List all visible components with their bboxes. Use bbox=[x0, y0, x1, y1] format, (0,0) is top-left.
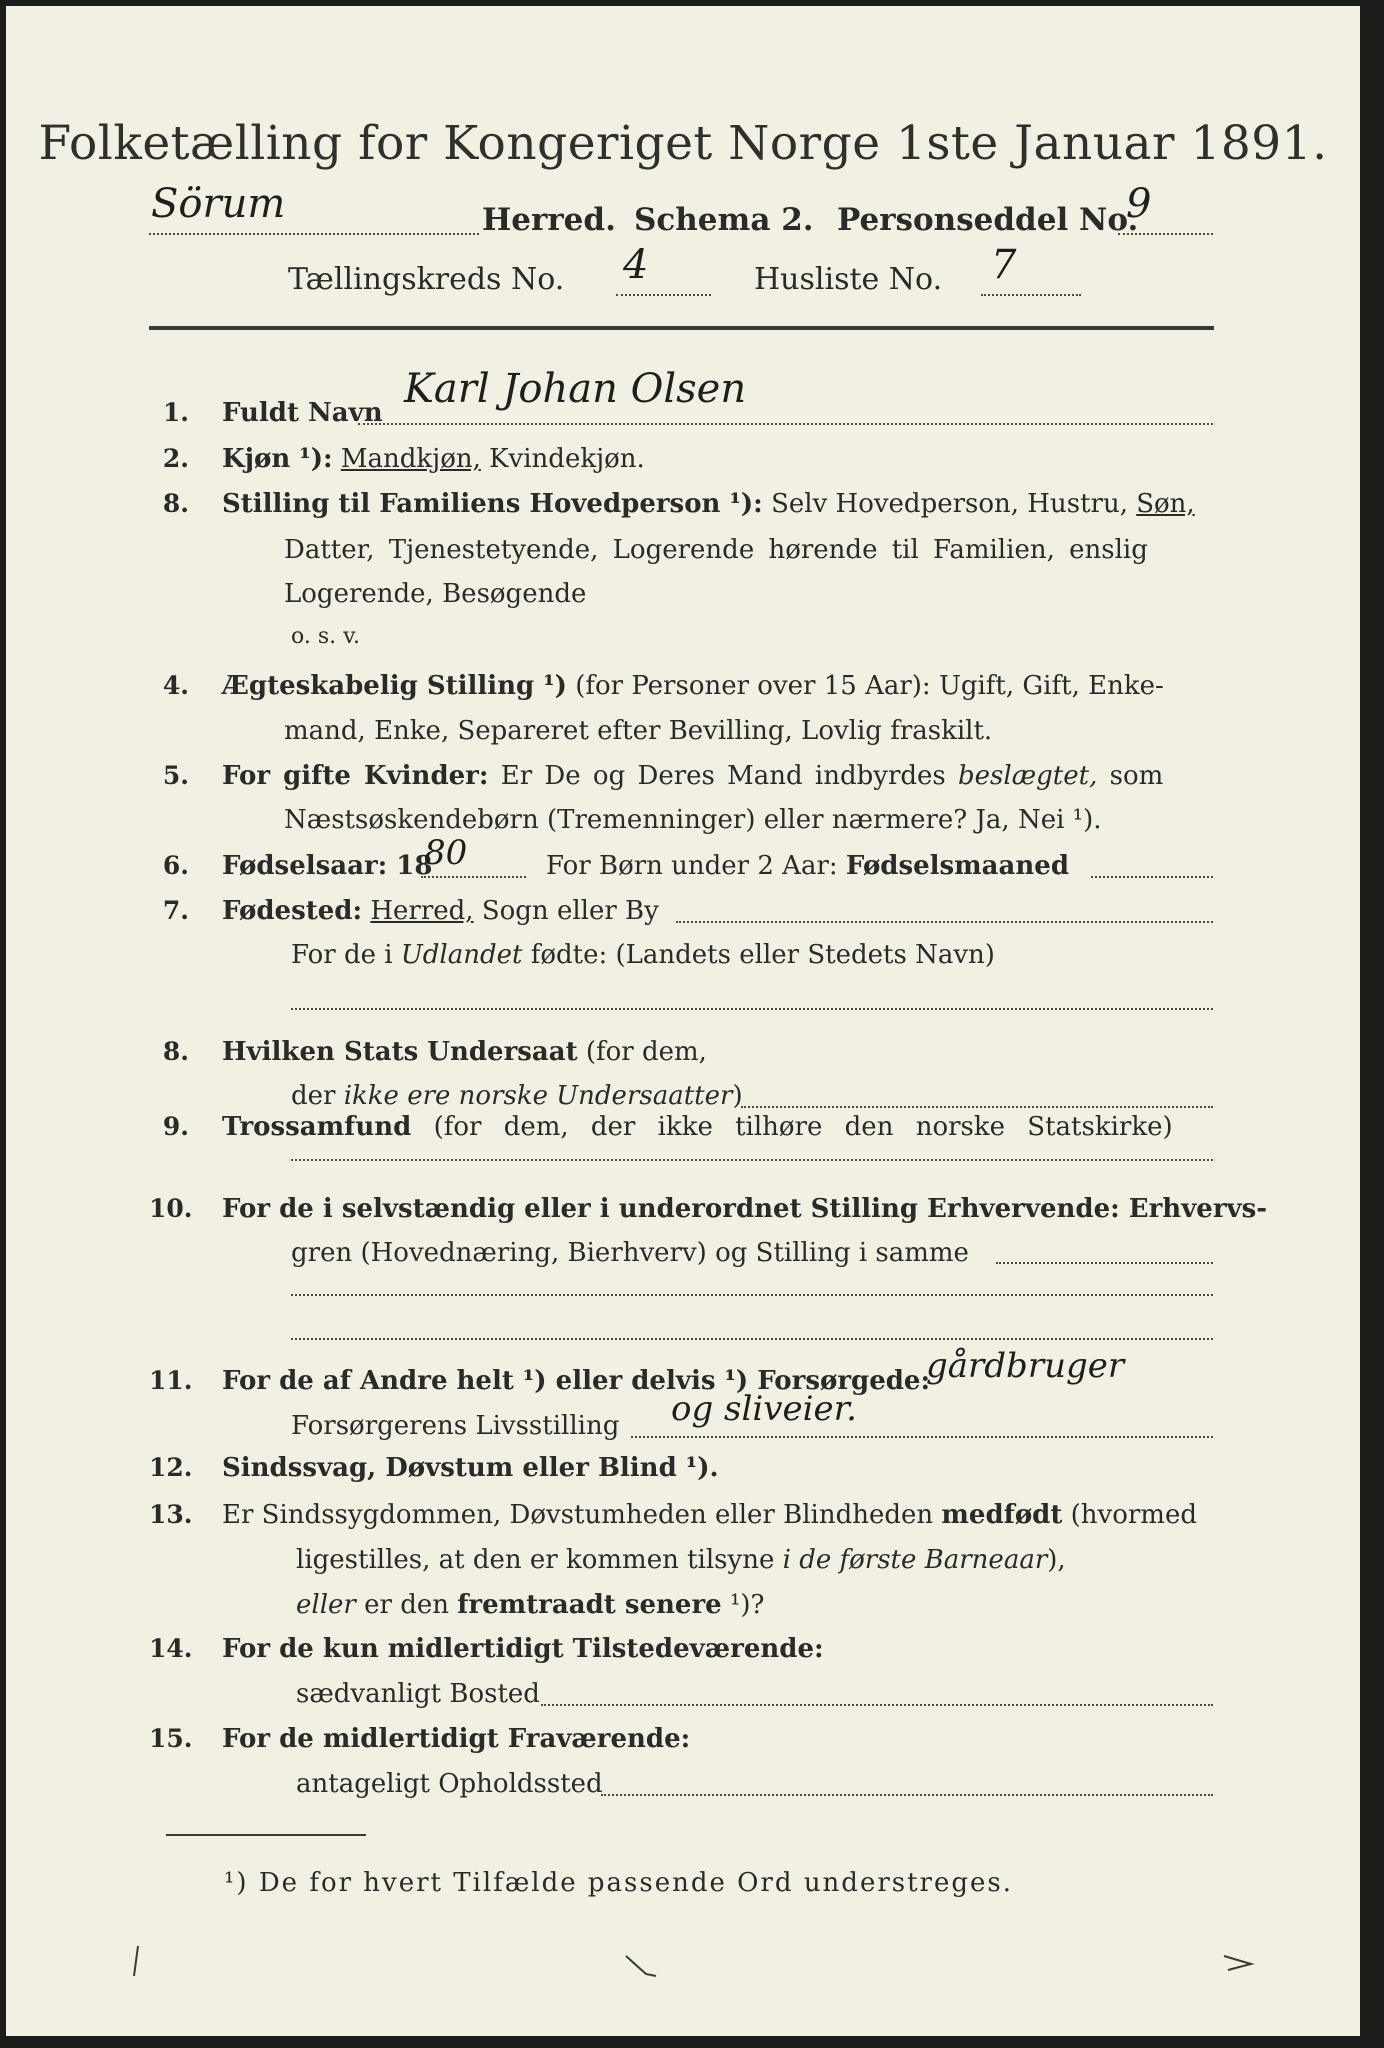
q6-label: Fødselsaar: 18 bbox=[222, 851, 433, 881]
q10-number: 10. bbox=[149, 1194, 193, 1223]
personseddel-dotted-line bbox=[1118, 233, 1213, 235]
q3-text-line2: Datter, Tjenestetyende, Logerende hørende til Familien, enslig bbox=[284, 535, 1148, 565]
q6-text-rest: For Børn under 2 Aar: bbox=[546, 851, 838, 881]
kreds-dotted-line bbox=[616, 294, 711, 296]
q13-text-line2a: ligestilles, at den er kommen tilsyne bbox=[296, 1545, 775, 1575]
q5-text-line2: Næstsøskendebørn (Tremenninger) eller nærmere? Ja, Nei ¹). bbox=[284, 805, 1102, 835]
bottom-edge-marks bbox=[6, 1936, 1360, 1996]
q3-number: 8. bbox=[162, 489, 189, 518]
q15-text-line2: antageligt Opholdssted bbox=[296, 1769, 603, 1799]
q7-label: Fødested: bbox=[222, 896, 363, 926]
header-rule bbox=[149, 326, 1214, 330]
q5-number: 5. bbox=[162, 761, 189, 790]
q3-text-line3: Logerende, Besøgende bbox=[284, 579, 587, 609]
q13-number: 13. bbox=[149, 1500, 193, 1529]
q13-text-line3c: fremtraadt senere bbox=[457, 1590, 722, 1620]
q1-name-handwritten: Karl Johan Olsen bbox=[404, 366, 747, 412]
q10-text-line2: gren (Hovednæring, Bierhverv) og Stilling i samme bbox=[291, 1238, 969, 1268]
q7-number: 7. bbox=[162, 896, 189, 925]
q1-label: Fuldt Navn bbox=[222, 398, 383, 428]
form-title: Folketælling for Kongeriget Norge 1ste Januar 1891. bbox=[38, 116, 1328, 171]
q2-label: Kjøn ¹): bbox=[222, 444, 333, 474]
q7-text-rest: Sogn eller By bbox=[481, 896, 659, 926]
q6-month-dotted-line bbox=[1091, 876, 1213, 878]
q5-text-line1b: beslægtet, bbox=[958, 761, 1098, 791]
schema-label: Schema 2. bbox=[634, 202, 814, 238]
q10-answer-dotted-line-2 bbox=[291, 1338, 1213, 1340]
personseddel-label: Personseddel No. bbox=[837, 202, 1139, 238]
q10-label: For de i selvstændig eller i underordnet Stilling Erhvervende: Erhvervs- bbox=[222, 1194, 1268, 1224]
q10-dotted-line bbox=[996, 1262, 1213, 1264]
q8-text-line2c: ) bbox=[732, 1081, 743, 1111]
q3-option-son: Søn, bbox=[1136, 489, 1195, 519]
q12-number: 12. bbox=[149, 1453, 193, 1482]
q11-text-line2: Forsørgerens Livsstilling bbox=[291, 1411, 620, 1441]
q7-answer-dotted-line bbox=[291, 1008, 1213, 1010]
q6-year-dotted-line bbox=[421, 876, 526, 878]
q13-text-line1a: Er Sindssygdommen, Døvstumheden eller Blindheden bbox=[222, 1500, 934, 1530]
q6-number: 6. bbox=[162, 851, 189, 880]
q6-label2: Fødselsmaaned bbox=[845, 851, 1070, 881]
husliste-label: Husliste No. bbox=[754, 262, 943, 297]
q2-number: 2. bbox=[162, 444, 189, 473]
q13-text-line1b: medfødt bbox=[941, 1500, 1063, 1530]
q8-number: 8. bbox=[162, 1037, 189, 1066]
q4-label: Ægteskabelig Stilling ¹) bbox=[222, 671, 567, 701]
husliste-handwritten: 7 bbox=[991, 242, 1017, 288]
q8-text-line2a: der bbox=[291, 1081, 336, 1111]
husliste-dotted-line bbox=[981, 294, 1081, 296]
herred-handwritten: Sörum bbox=[151, 181, 286, 227]
q15-label: For de midlertidigt Fraværende: bbox=[222, 1724, 691, 1754]
footnote-rule bbox=[166, 1834, 366, 1836]
q15-number: 15. bbox=[149, 1724, 193, 1753]
q4-text-line2: mand, Enke, Separeret efter Bevilling, Lovlig fraskilt. bbox=[284, 716, 993, 746]
q11-number: 11. bbox=[149, 1366, 193, 1395]
q14-dotted-line bbox=[541, 1704, 1213, 1706]
q3-label: Stilling til Familiens Hovedperson ¹): bbox=[222, 489, 763, 519]
q15-dotted-line bbox=[601, 1794, 1213, 1796]
q1-number: 1. bbox=[162, 398, 189, 427]
q3-text-line1: Selv Hovedperson, Hustru, bbox=[771, 489, 1128, 519]
q2-option-mandkjon: Mandkjøn, bbox=[340, 444, 481, 474]
q14-label: For de kun midlertidigt Tilstedeværende: bbox=[222, 1634, 824, 1664]
q9-number: 9. bbox=[162, 1112, 189, 1141]
q4-number: 4. bbox=[162, 671, 189, 700]
q12-label: Sindssvag, Døvstum eller Blind ¹). bbox=[222, 1453, 719, 1483]
q7-dotted-line bbox=[676, 921, 1213, 923]
q10-answer-dotted-line-1 bbox=[291, 1294, 1213, 1296]
q7-option-herred: Herred, bbox=[370, 896, 474, 926]
q7-text-line2a: For de i bbox=[291, 940, 393, 970]
q5-label: For gifte Kvinder: bbox=[222, 761, 489, 791]
q8-text-line1: (for dem, bbox=[585, 1037, 707, 1067]
q13-text-line3b: er den bbox=[364, 1590, 449, 1620]
q2-option-kvindekjon: Kvindekjøn. bbox=[489, 444, 645, 474]
q11-handwritten-2: og sliveier. bbox=[671, 1389, 857, 1429]
q9-text-line1: (for dem, der ikke tilhøre den norske Statskirke) bbox=[433, 1112, 1173, 1142]
q9-label: Trossamfund bbox=[222, 1112, 412, 1142]
q5-text-line1c: som bbox=[1109, 761, 1164, 791]
q8-label: Hvilken Stats Undersaat bbox=[222, 1037, 578, 1067]
q3-text-line4: o. s. v. bbox=[291, 624, 360, 649]
q13-text-line2c: ), bbox=[1047, 1545, 1066, 1575]
q11-handwritten-1: gårdbruger bbox=[926, 1346, 1125, 1386]
footnote: ¹) De for hvert Tilfælde passende Ord understreges. bbox=[224, 1868, 1014, 1898]
q5-text-line1a: Er De og Deres Mand indbyrdes bbox=[500, 761, 946, 791]
q8-dotted-line bbox=[741, 1106, 1213, 1108]
q4-text-line1: (for Personer over 15 Aar): Ugift, Gift, Enke- bbox=[575, 671, 1164, 701]
q13-text-line3a: eller bbox=[296, 1590, 356, 1620]
personseddel-handwritten: 9 bbox=[1126, 181, 1152, 227]
q13-text-line1c: (hvormed bbox=[1070, 1500, 1197, 1530]
q1-dotted-line bbox=[358, 423, 1213, 425]
q8-text-line2b: ikke ere norske Undersaatter bbox=[343, 1081, 733, 1111]
q11-label: For de af Andre helt ¹) eller delvis ¹) Forsørgede: bbox=[222, 1366, 931, 1396]
q7-text-line2c: fødte: (Landets eller Stedets Navn) bbox=[530, 940, 995, 970]
herred-dotted-line bbox=[149, 233, 479, 235]
q13-text-line3d: ¹)? bbox=[729, 1590, 765, 1620]
q9-answer-dotted-line bbox=[291, 1159, 1213, 1161]
q14-number: 14. bbox=[149, 1634, 193, 1663]
q11-dotted-line bbox=[631, 1436, 1213, 1438]
kreds-label: Tællingskreds No. bbox=[288, 262, 565, 297]
census-form-sheet bbox=[6, 6, 1360, 2036]
q6-year-handwritten: 80 bbox=[424, 833, 468, 873]
q7-text-line2b: Udlandet bbox=[400, 940, 523, 970]
herred-label: Herred. bbox=[482, 202, 616, 238]
kreds-handwritten: 4 bbox=[623, 242, 649, 288]
q14-text-line2: sædvanligt Bosted bbox=[296, 1679, 540, 1709]
q13-text-line2b: i de første Barneaar bbox=[782, 1545, 1048, 1575]
